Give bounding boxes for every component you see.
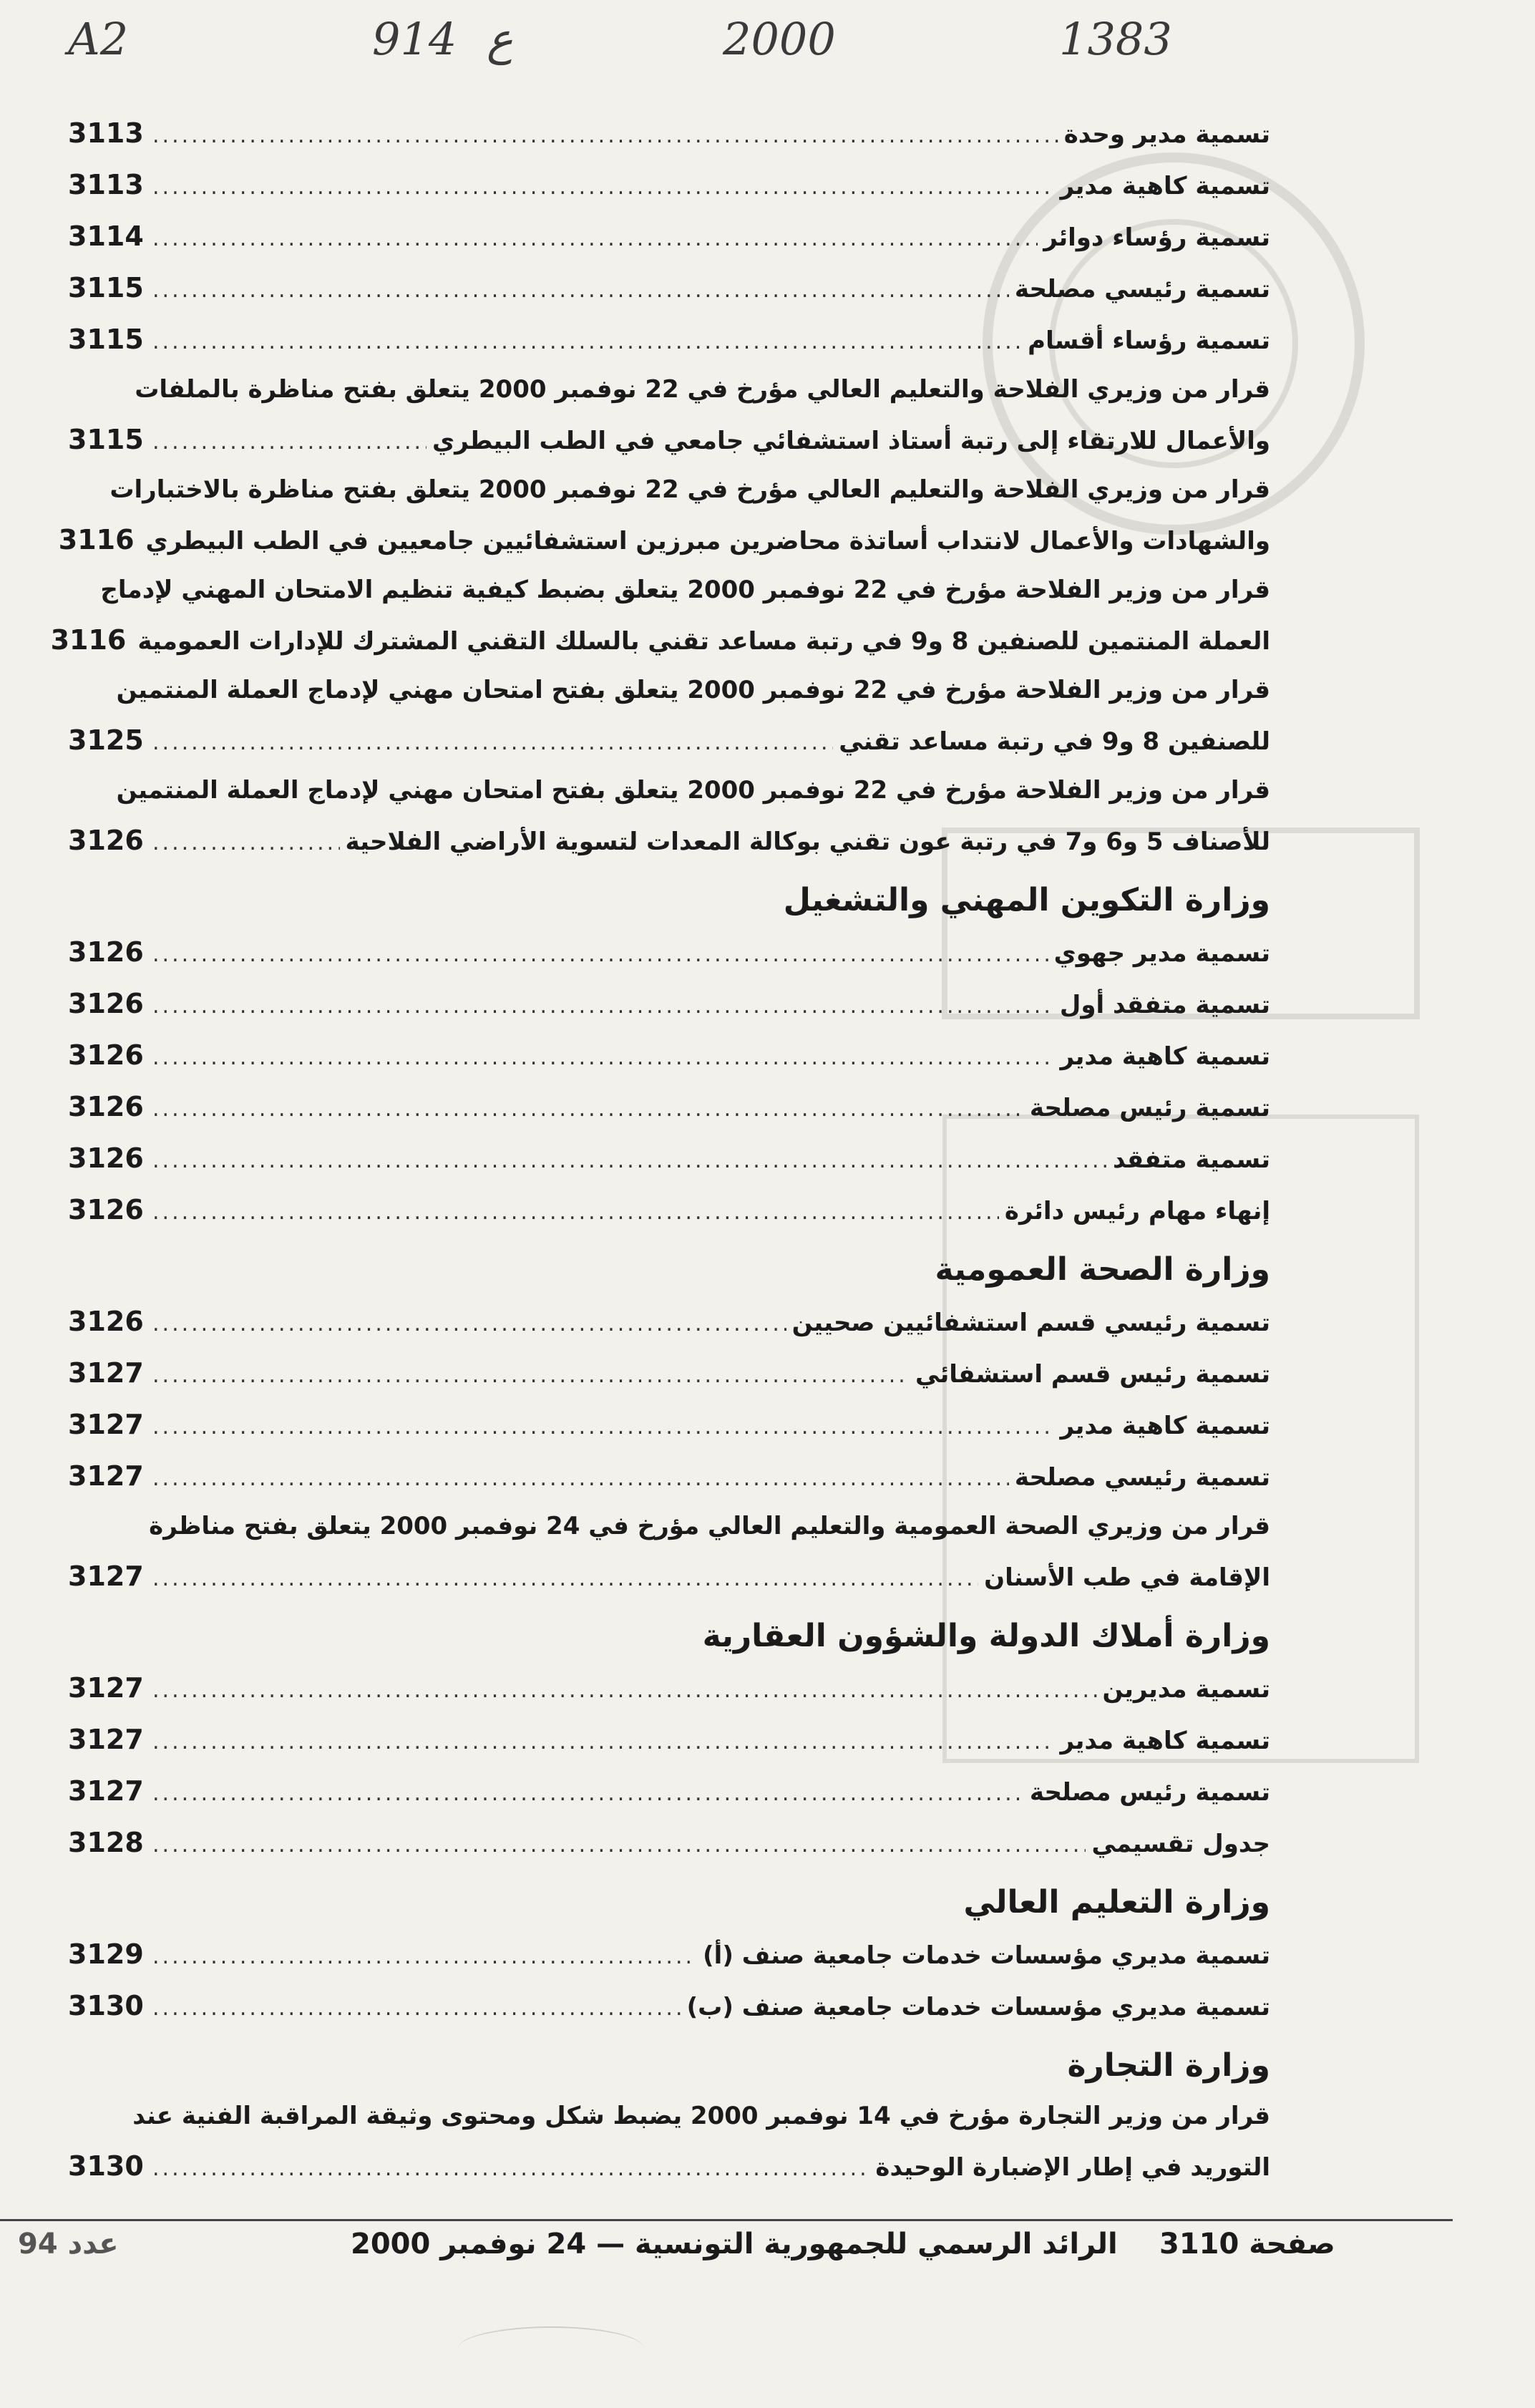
toc-entry-page: 3115 xyxy=(68,324,144,355)
toc-entry xyxy=(58,514,1270,565)
toc-entry-title: تسمية رئيس مصلحة xyxy=(1029,1778,1270,1807)
toc-entry-title: تسمية رؤساء دوائر xyxy=(1043,223,1270,252)
handwritten-note-5: 1383 xyxy=(1059,13,1172,65)
toc-entry-page: 3127 xyxy=(68,1460,144,1492)
ministry-heading: وزارة الصحة العمومية xyxy=(935,1251,1270,1288)
toc-entry-title: تسمية مدير جهوي xyxy=(1053,939,1270,968)
toc-entry-page: 3115 xyxy=(68,272,144,304)
leader-dots xyxy=(152,717,833,769)
leader-dots xyxy=(152,929,1048,981)
handwritten-note-2: 914 xyxy=(372,13,457,65)
toc-entry-title: تسمية مديري مؤسسات خدمات جامعية صنف (ب) xyxy=(686,1993,1270,2021)
handwritten-note-3: ع xyxy=(487,13,513,65)
toc-entry-text-line: قرار من وزير الفلاحة مؤرخ في 22 نوفمبر 2000 يتعلق بضبط كيفية تنظيم الامتحان المهني لإدماج xyxy=(100,576,1270,604)
toc-entry-page: 3127 xyxy=(68,1357,144,1389)
toc-entry xyxy=(68,1928,1270,1980)
toc-entry-title: والأعمال للارتقاء إلى رتبة أستاذ استشفائي جامعي في الطب البيطري xyxy=(432,427,1270,455)
toc-entry-page: 3127 xyxy=(68,1724,144,1755)
toc-entry-page: 3130 xyxy=(68,1990,144,2021)
leader-dots xyxy=(152,2143,869,2195)
toc-entry-title: تسمية رئيس قسم استشفائي xyxy=(915,1360,1270,1389)
toc-entry xyxy=(68,1714,1270,1765)
toc-entry-page: 3126 xyxy=(68,1142,144,1174)
toc-entry xyxy=(68,1662,1270,1714)
leader-dots xyxy=(152,213,1038,265)
toc-entry-page: 3113 xyxy=(68,169,144,200)
toc-entry-page: 3114 xyxy=(68,220,144,252)
toc-entry-page: 3127 xyxy=(68,1409,144,1440)
toc-entry-text-line: قرار من وزيري الفلاحة والتعليم العالي مؤرخ في 22 نوفمبر 2000 يتعلق بفتح مناظرة بالاختبارات xyxy=(109,475,1270,504)
leader-dots xyxy=(152,1350,910,1402)
toc-entry-title: والشهادات والأعمال لانتداب أساتذة محاضرين مبرزين استشفائيين جامعيين في الطب البيطري xyxy=(145,527,1270,555)
toc-entry xyxy=(68,107,1270,159)
toc-entry-text-line: قرار من وزيري الصحة العمومية والتعليم العالي مؤرخ في 24 نوفمبر 2000 يتعلق بفتح مناظرة xyxy=(149,1512,1270,1540)
toc-entry xyxy=(68,2140,1270,2192)
leader-dots xyxy=(152,417,427,468)
toc-entry-title: جدول تقسيمي xyxy=(1091,1830,1270,1858)
toc-entry-title: تسمية رئيسي قسم استشفائيين صحيين xyxy=(791,1309,1270,1337)
toc-entry-title: العملة المنتمين للصنفين 8 و9 في رتبة مساعد تقني بالسلك التقني المشترك للإدارات العمومية xyxy=(137,627,1270,656)
toc-entry-title: تسمية كاهية مدير xyxy=(1060,1042,1270,1071)
leader-dots xyxy=(152,1187,999,1238)
toc-entry-page: 3126 xyxy=(68,825,144,856)
toc-entry-page: 3130 xyxy=(68,2150,144,2182)
footer-issue-number: عدد 94 xyxy=(18,2228,119,2261)
leader-dots xyxy=(152,1135,1107,1187)
table-of-contents xyxy=(50,107,1270,2192)
toc-entry-page: 3126 xyxy=(68,936,144,968)
toc-entry xyxy=(68,714,1270,766)
toc-entry-title: للأصناف 5 و6 و7 في رتبة عون تقني بوكالة المعدات لتسوية الأراضي الفلاحية xyxy=(345,827,1270,856)
ministry-heading: وزارة التجارة xyxy=(1067,2047,1270,2084)
toc-entry xyxy=(68,159,1270,210)
leader-dots xyxy=(152,1032,1054,1084)
toc-entry xyxy=(68,1980,1270,2031)
ministry-heading: وزارة التكوين المهني والتشغيل xyxy=(783,882,1270,918)
toc-entry-text-line: قرار من وزير التجارة مؤرخ في 14 نوفمبر 2000 يضبط شكل ومحتوى وثيقة المراقبة الفنية عند xyxy=(132,2102,1270,2130)
toc-entry xyxy=(68,1817,1270,1868)
handwritten-note-4: 2000 xyxy=(723,13,836,65)
toc-entry-page: 3126 xyxy=(68,988,144,1019)
leader-dots xyxy=(152,981,1054,1032)
toc-entry-title: تسمية رئيسي مصلحة xyxy=(1014,1463,1270,1492)
toc-entry-title: تسمية كاهية مدير xyxy=(1060,172,1270,200)
ministry-heading: وزارة أملاك الدولة والشؤون العقارية xyxy=(702,1618,1270,1654)
leader-dots xyxy=(152,1665,1097,1717)
toc-entry-page: 3126 xyxy=(68,1194,144,1225)
leader-dots xyxy=(152,1717,1054,1768)
footer-journal-title: الرائد الرسمي للجمهورية التونسية — 24 نوفمبر 2000 xyxy=(351,2228,1118,2261)
toc-entry-page: 3128 xyxy=(68,1827,144,1858)
toc-entry-page: 3126 xyxy=(68,1039,144,1071)
toc-entry-title: الإقامة في طب الأسنان xyxy=(984,1563,1270,1592)
toc-entry xyxy=(68,926,1270,978)
leader-dots xyxy=(152,265,1009,316)
leader-dots xyxy=(152,1453,1009,1505)
toc-entry-page: 3125 xyxy=(68,724,144,756)
ministry-heading: وزارة التعليم العالي xyxy=(963,1884,1270,1921)
leader-dots xyxy=(152,316,1022,368)
page-footer xyxy=(0,2228,1535,2278)
toc-entry-title: تسمية رؤساء أقسام xyxy=(1028,326,1270,355)
toc-entry-page: 3127 xyxy=(68,1672,144,1704)
toc-entry-title: للصنفين 8 و9 في رتبة مساعد تقني xyxy=(839,727,1270,756)
toc-entry xyxy=(68,1347,1270,1399)
leader-dots xyxy=(152,1983,681,2034)
leader-dots xyxy=(152,110,1058,162)
toc-entry xyxy=(68,1550,1270,1602)
toc-entry xyxy=(68,314,1270,365)
toc-entry-page: 3127 xyxy=(68,1775,144,1807)
toc-entry-page: 3126 xyxy=(68,1091,144,1122)
leader-dots xyxy=(152,1768,1024,1820)
stamp-fragment xyxy=(458,2326,644,2371)
toc-entry xyxy=(68,978,1270,1029)
toc-entry-title: تسمية متفقد xyxy=(1112,1145,1270,1174)
toc-entry xyxy=(68,210,1270,262)
toc-entry xyxy=(68,1184,1270,1235)
toc-entry xyxy=(50,614,1270,666)
leader-dots xyxy=(152,1553,978,1605)
leader-dots xyxy=(152,817,340,869)
toc-entry xyxy=(68,1399,1270,1450)
toc-entry-page: 3115 xyxy=(68,424,144,455)
toc-entry-page: 3116 xyxy=(50,624,127,656)
toc-entry-title: تسمية مديري مؤسسات خدمات جامعية صنف (أ) xyxy=(703,1941,1270,1970)
toc-entry xyxy=(68,1450,1270,1502)
toc-entry xyxy=(68,1765,1270,1817)
toc-entry-title: تسمية متفقد أول xyxy=(1059,991,1270,1019)
footer-rule xyxy=(0,2219,1453,2221)
toc-entry-title: تسمية رئيس مصلحة xyxy=(1029,1094,1270,1122)
toc-entry-page: 3129 xyxy=(68,1938,144,1970)
toc-entry-page: 3113 xyxy=(68,117,144,149)
toc-entry xyxy=(68,414,1270,465)
leader-dots xyxy=(152,1298,786,1350)
toc-entry-text-line: قرار من وزيري الفلاحة والتعليم العالي مؤرخ في 22 نوفمبر 2000 يتعلق بفتح مناظرة بالملفات xyxy=(135,375,1270,404)
toc-entry-title: التوريد في إطار الإضبارة الوحيدة xyxy=(875,2153,1270,2182)
leader-dots xyxy=(152,162,1054,213)
leader-dots xyxy=(152,1402,1054,1453)
toc-entry-title: تسمية مدير وحدة xyxy=(1063,120,1270,149)
footer-page-number: صفحة 3110 xyxy=(1159,2228,1335,2261)
toc-entry-page: 3127 xyxy=(68,1560,144,1592)
toc-entry-page: 3116 xyxy=(58,524,135,555)
leader-dots xyxy=(152,1931,697,1983)
handwritten-note-1: A2 xyxy=(68,13,129,65)
toc-entry-title: تسمية كاهية مدير xyxy=(1060,1412,1270,1440)
toc-entry xyxy=(68,262,1270,314)
toc-entry xyxy=(68,1081,1270,1132)
toc-entry xyxy=(68,1296,1270,1347)
toc-entry xyxy=(68,1029,1270,1081)
toc-entry xyxy=(68,815,1270,866)
toc-entry-title: إنهاء مهام رئيس دائرة xyxy=(1004,1197,1270,1225)
toc-entry-text-line: قرار من وزير الفلاحة مؤرخ في 22 نوفمبر 2000 يتعلق بفتح امتحان مهني لإدماج العملة المنتمين xyxy=(116,676,1270,704)
toc-entry xyxy=(68,1132,1270,1184)
toc-entry-text-line: قرار من وزير الفلاحة مؤرخ في 22 نوفمبر 2000 يتعلق بفتح امتحان مهني لإدماج العملة المنتمين xyxy=(116,776,1270,805)
toc-entry-title: تسمية كاهية مدير xyxy=(1060,1727,1270,1755)
leader-dots xyxy=(152,1084,1024,1135)
toc-entry-page: 3126 xyxy=(68,1306,144,1337)
toc-entry-title: تسمية رئيسي مصلحة xyxy=(1014,275,1270,304)
toc-entry-title: تسمية مديرين xyxy=(1102,1675,1270,1704)
leader-dots xyxy=(152,1820,1086,1871)
